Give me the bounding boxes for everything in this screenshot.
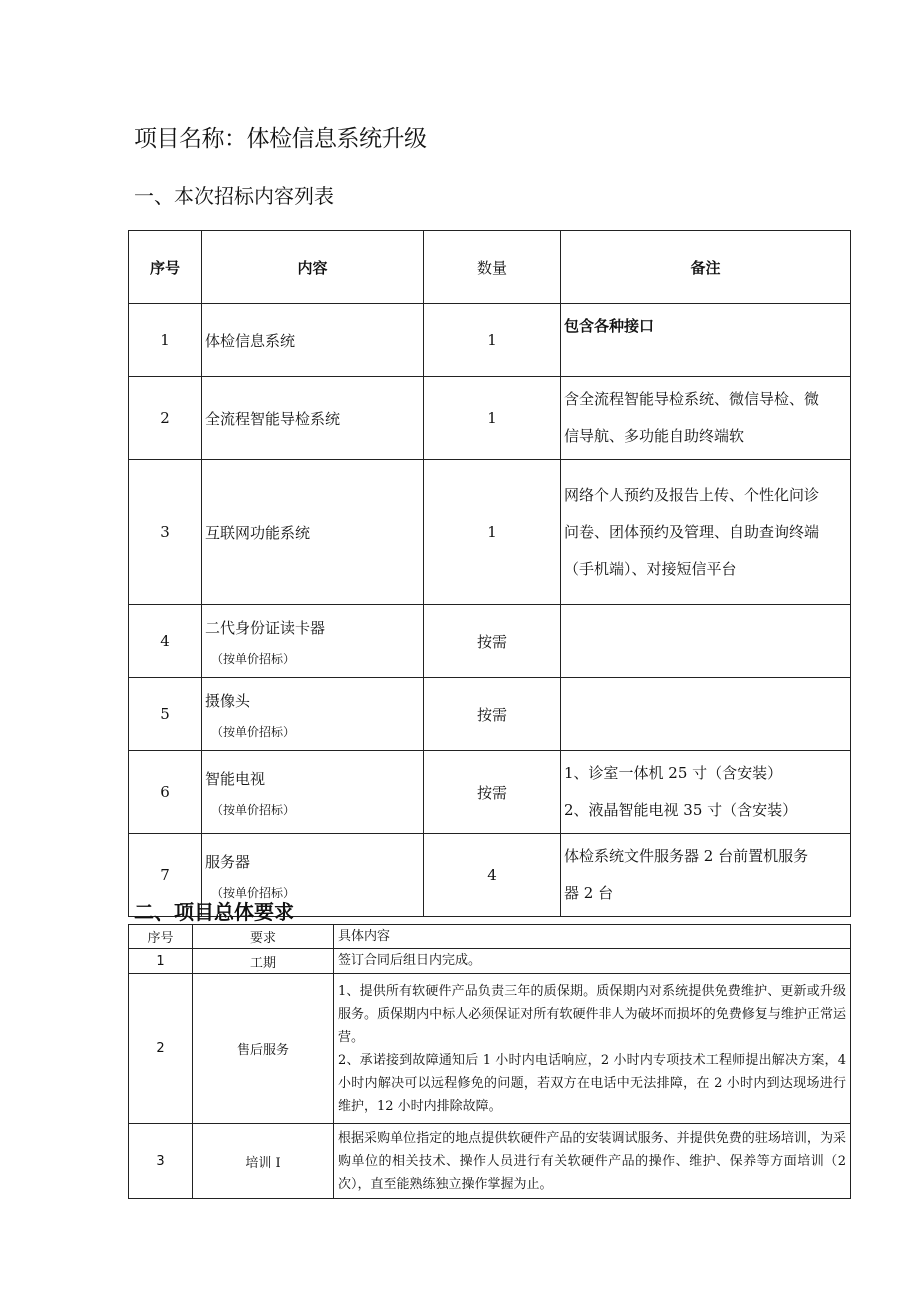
table-header-row	[129, 231, 851, 304]
row-remark	[561, 460, 851, 605]
row-detail: 签订合同后组日内完成。	[334, 949, 851, 974]
row-content: 服务器	[205, 852, 251, 871]
row-no: 5	[129, 678, 202, 751]
row-remark	[561, 605, 851, 678]
row-no: 2	[129, 377, 202, 460]
row-content-note: （按单价招标）	[211, 724, 296, 739]
row-content: 二代身份证读卡器	[205, 618, 326, 637]
row-content-cell	[202, 678, 424, 751]
row-content: 智能电视	[205, 769, 266, 788]
remark-line: 包含各种接口	[564, 317, 655, 335]
col-header-no: 序号	[129, 925, 193, 949]
remark-line: 1、诊室一体机 25 寸（含安装）	[564, 764, 783, 782]
remark-line: （手机端）、对接短信平台	[564, 559, 737, 578]
row-content: 体检信息系统	[202, 304, 424, 377]
table-header-row	[129, 925, 851, 949]
table-row	[129, 605, 851, 678]
remark-line: 网络个人预约及报告上传、个性化问诊	[564, 485, 820, 504]
row-req: 培训 I	[193, 1124, 334, 1199]
row-qty: 4	[424, 834, 561, 917]
remark-line: 问卷、团体预约及管理、自助查询终端	[564, 522, 820, 541]
table-row	[129, 751, 851, 834]
bid-content-table	[128, 230, 851, 917]
row-req: 售后服务	[193, 974, 334, 1124]
col-header-remark: 备注	[561, 231, 851, 304]
table-row	[129, 949, 851, 974]
col-header-content: 内容	[202, 231, 424, 304]
row-no: 4	[129, 605, 202, 678]
section1-title: 一、本次招标内容列表	[134, 184, 334, 208]
table-row	[129, 377, 851, 460]
section2-title: 二、项目总体要求	[134, 900, 294, 924]
requirements-table	[128, 924, 851, 1199]
remark-line: 器 2 台	[564, 884, 614, 902]
row-no: 6	[129, 751, 202, 834]
remark-line: 含全流程智能导检系统、微信导检、微	[564, 390, 820, 408]
row-qty: 按需	[424, 605, 561, 678]
project-title	[134, 120, 427, 153]
row-content-cell	[202, 751, 424, 834]
row-qty: 按需	[424, 751, 561, 834]
row-content: 全流程智能导检系统	[202, 377, 424, 460]
table-row	[129, 460, 851, 605]
project-label: 项目名称：	[134, 126, 247, 152]
row-qty: 1	[424, 460, 561, 605]
row-remark	[561, 678, 851, 751]
row-remark	[561, 751, 851, 834]
row-qty: 1	[424, 377, 561, 460]
detail-paragraph: 1、提供所有软硬件产品负责三年的质保期。质保期内对系统提供免费维护、更新或升级服务。质保期内中标人必须保证对所有软硬件非人为破坏而损坏的免费修复与维护正常运营。	[338, 983, 846, 1045]
row-content-cell	[202, 605, 424, 678]
row-no: 1	[129, 304, 202, 377]
detail-paragraph: 2、承诺接到故障通知后 1 小时内电话响应，2 小时内专项技术工程师提出解决方案，4 小时内解决可以远程修免的问题，若双方在电话中无法排障，在 2 小时内到达现场进行维护，12 小时内排除故障。	[338, 1052, 846, 1114]
row-content: 互联网功能系统	[202, 460, 424, 605]
row-remark	[561, 834, 851, 917]
table-row	[129, 974, 851, 1124]
row-detail: 根据采购单位指定的地点提供软硬件产品的安装调试服务、并提供免费的驻场培训，为采购单位的相关技术、操作人员进行有关软硬件产品的操作、维护、保养等方面培训（2 次），直至能熟练独立操作掌握为止。	[334, 1124, 851, 1199]
table-row	[129, 304, 851, 377]
row-remark	[561, 377, 851, 460]
row-detail	[334, 974, 851, 1124]
table-row	[129, 1124, 851, 1199]
remark-line: 2、液晶智能电视 35 寸（含安装）	[564, 801, 798, 819]
project-name: 体检信息系统升级	[246, 126, 427, 152]
row-no: 3	[129, 1124, 193, 1199]
row-req: 工期	[193, 949, 334, 974]
table-row	[129, 678, 851, 751]
row-no: 7	[129, 834, 202, 917]
col-header-detail: 具体内容	[334, 925, 851, 949]
row-content-note: （按单价招标）	[211, 802, 296, 817]
col-header-no: 序号	[129, 231, 202, 304]
row-qty: 按需	[424, 678, 561, 751]
row-qty: 1	[424, 304, 561, 377]
col-header-qty: 数量	[424, 231, 561, 304]
row-no: 2	[129, 974, 193, 1124]
row-content-note: （按单价招标）	[211, 885, 296, 900]
remark-line: 信导航、多功能自助终端软	[564, 427, 745, 445]
remark-line: 体检系统文件服务器 2 台前置机服务	[564, 847, 809, 865]
row-no: 1	[129, 949, 193, 974]
row-no: 3	[129, 460, 202, 605]
col-header-req: 要求	[193, 925, 334, 949]
row-remark	[561, 304, 851, 377]
row-content: 摄像头	[205, 691, 251, 710]
row-content-note: （按单价招标）	[211, 651, 296, 666]
